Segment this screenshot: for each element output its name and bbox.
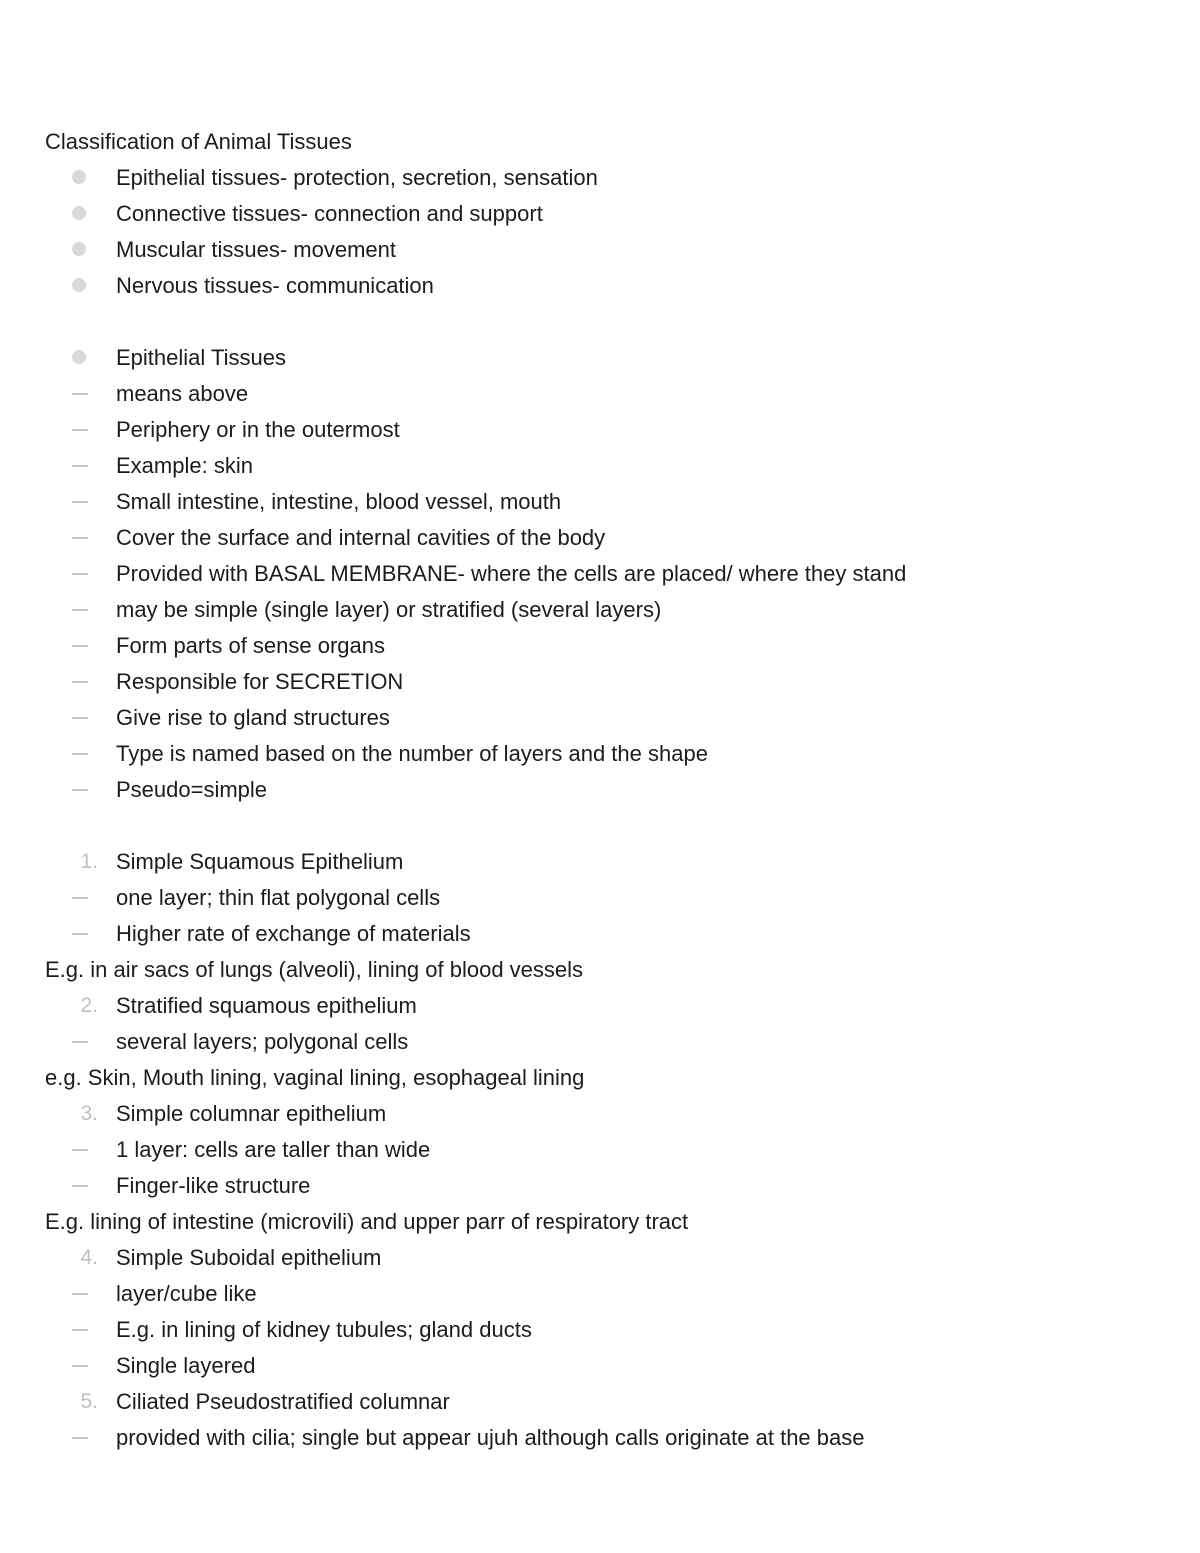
- dash-item: Small intestine, intestine, blood vessel, mouth: [0, 484, 1200, 520]
- dash-bullet-icon: [72, 933, 88, 935]
- list-number: 3.: [80, 1102, 98, 1125]
- dash-bullet-icon: [72, 897, 88, 899]
- dash-item: Finger-like structure: [0, 1168, 1200, 1204]
- dash-item: several layers; polygonal cells: [0, 1024, 1200, 1060]
- bullet-dot-icon: [72, 278, 86, 292]
- bullet-dot-icon: [72, 170, 86, 184]
- example-text: E.g. in air sacs of lungs (alveoli), lining of blood vessels: [45, 957, 584, 982]
- numbered-item: 1. Simple Squamous Epithelium: [0, 844, 1200, 880]
- dash-bullet-icon: [72, 1365, 88, 1367]
- dash-item: Higher rate of exchange of materials: [0, 916, 1200, 952]
- dash-bullet-icon: [72, 789, 88, 791]
- list-number: 5.: [80, 1390, 98, 1413]
- dash-bullet-icon: [72, 1041, 88, 1043]
- dash-bullet-icon: [72, 429, 88, 431]
- dash-item: Single layered: [0, 1348, 1200, 1384]
- dash-bullet-icon: [72, 1185, 88, 1187]
- dash-item: Form parts of sense organs: [0, 628, 1200, 664]
- dash-bullet-icon: [72, 537, 88, 539]
- dash-item: Example: skin: [0, 448, 1200, 484]
- spacer: [0, 304, 1200, 340]
- list-item: Nervous tissues- communication: [0, 268, 1200, 304]
- dash-bullet-icon: [72, 1149, 88, 1151]
- dash-item: one layer; thin flat polygonal cells: [0, 880, 1200, 916]
- dash-item: means above: [0, 376, 1200, 412]
- dash-bullet-icon: [72, 465, 88, 467]
- dash-item: provided with cilia; single but appear ujuh although calls originate at the base: [0, 1420, 1200, 1456]
- dash-bullet-icon: [72, 645, 88, 647]
- bullet-dot-icon: [72, 350, 86, 364]
- dash-item: Cover the surface and internal cavities of the body: [0, 520, 1200, 556]
- example-text: e.g. Skin, Mouth lining, vaginal lining, esophageal lining: [45, 1065, 585, 1090]
- dash-bullet-icon: [72, 393, 88, 395]
- dash-bullet-icon: [72, 609, 88, 611]
- dash-item: Give rise to gland structures: [0, 700, 1200, 736]
- dash-bullet-icon: [72, 681, 88, 683]
- numbered-item: 5. Ciliated Pseudostratified columnar: [0, 1384, 1200, 1420]
- dash-item: E.g. in lining of kidney tubules; gland ducts: [0, 1312, 1200, 1348]
- dash-bullet-icon: [72, 573, 88, 575]
- list-item: Connective tissues- connection and support: [0, 196, 1200, 232]
- note-page: [0, 124, 1200, 1456]
- dash-item: 1 layer: cells are taller than wide: [0, 1132, 1200, 1168]
- dash-bullet-icon: [72, 1293, 88, 1295]
- bullet-dot-icon: [72, 242, 86, 256]
- section-heading: Epithelial Tissues: [0, 340, 1200, 376]
- bullet-dot-icon: [72, 206, 86, 220]
- list-item: Muscular tissues- movement: [0, 232, 1200, 268]
- dash-bullet-icon: [72, 1437, 88, 1439]
- dash-bullet-icon: [72, 717, 88, 719]
- page-title: Classification of Animal Tissues: [45, 129, 352, 154]
- dash-item: Type is named based on the number of layers and the shape: [0, 736, 1200, 772]
- dash-bullet-icon: [72, 753, 88, 755]
- numbered-item: 2. Stratified squamous epithelium: [0, 988, 1200, 1024]
- list-item: Epithelial tissues- protection, secretion, sensation: [0, 160, 1200, 196]
- dash-item: may be simple (single layer) or stratified (several layers): [0, 592, 1200, 628]
- dash-bullet-icon: [72, 501, 88, 503]
- dash-item: Provided with BASAL MEMBRANE- where the cells are placed/ where they stand: [0, 556, 1200, 592]
- dash-item: layer/cube like: [0, 1276, 1200, 1312]
- list-number: 4.: [80, 1246, 98, 1269]
- numbered-item: 3. Simple columnar epithelium: [0, 1096, 1200, 1132]
- dash-item: Responsible for SECRETION: [0, 664, 1200, 700]
- numbered-item: 4. Simple Suboidal epithelium: [0, 1240, 1200, 1276]
- dash-bullet-icon: [72, 1329, 88, 1331]
- example-text: E.g. lining of intestine (microvili) and upper parr of respiratory tract: [45, 1209, 689, 1234]
- list-number: 1.: [80, 850, 98, 873]
- list-number: 2.: [80, 994, 98, 1017]
- spacer: [0, 808, 1200, 844]
- dash-item: Pseudo=simple: [0, 772, 1200, 808]
- dash-item: Periphery or in the outermost: [0, 412, 1200, 448]
